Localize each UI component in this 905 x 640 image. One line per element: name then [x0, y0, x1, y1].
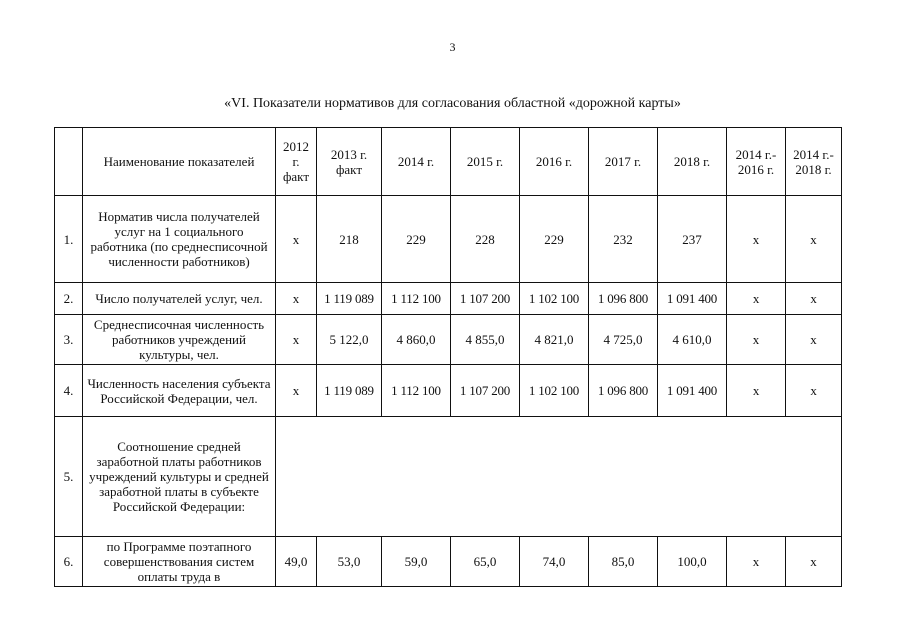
cell-2016: 4 821,0 [520, 315, 589, 365]
cell-2016: 229 [520, 196, 589, 283]
cell-2014: 59,0 [382, 537, 451, 587]
header-2017: 2017 г. [589, 128, 658, 196]
cell-2017: 1 096 800 [589, 365, 658, 417]
cell-2014-2018: х [786, 196, 842, 283]
cell-2014-2016: х [727, 537, 786, 587]
row-number: 4. [55, 365, 83, 417]
cell-2018: 1 091 400 [658, 283, 727, 315]
header-2014: 2014 г. [382, 128, 451, 196]
cell-2017: 1 096 800 [589, 283, 658, 315]
indicator-name: Численность населения субъекта Российской Федерации, чел. [83, 365, 276, 417]
cell-2014-2018: х [786, 283, 842, 315]
table-header-row [55, 128, 842, 196]
header-num [55, 128, 83, 196]
cell-2018: 237 [658, 196, 727, 283]
cell-2014-2016: х [727, 283, 786, 315]
row-number: 2. [55, 283, 83, 315]
cell-2013: 218 [317, 196, 382, 283]
cell-2018: 4 610,0 [658, 315, 727, 365]
header-2014-2016: 2014 г.- 2016 г. [727, 128, 786, 196]
indicators-table [54, 127, 842, 587]
header-2015: 2015 г. [451, 128, 520, 196]
cell-2013: 1 119 089 [317, 365, 382, 417]
cell-2014: 4 860,0 [382, 315, 451, 365]
section-title: «VI. Показатели нормативов для согласования областной «дорожной карты» [224, 96, 681, 111]
row-number: 3. [55, 315, 83, 365]
table-row [55, 283, 842, 315]
cell-2014-2018: х [786, 315, 842, 365]
cell-2013: 5 122,0 [317, 315, 382, 365]
cell-2014-2018: х [786, 537, 842, 587]
header-2016: 2016 г. [520, 128, 589, 196]
cell-2017: 4 725,0 [589, 315, 658, 365]
cell-2014-2018: х [786, 365, 842, 417]
cell-2016: 1 102 100 [520, 283, 589, 315]
cell-2016: 74,0 [520, 537, 589, 587]
header-2013: 2013 г. факт [317, 128, 382, 196]
cell-2013: 53,0 [317, 537, 382, 587]
cell-2015: 228 [451, 196, 520, 283]
cell-2014-2016: х [727, 196, 786, 283]
page-number: 3 [449, 40, 456, 54]
cell-2017: 85,0 [589, 537, 658, 587]
cell-2018: 1 091 400 [658, 365, 727, 417]
cell-2018: 100,0 [658, 537, 727, 587]
cell-2016: 1 102 100 [520, 365, 589, 417]
table-row [55, 196, 842, 283]
cell-2014: 229 [382, 196, 451, 283]
cell-2015: 65,0 [451, 537, 520, 587]
indicator-name: Норматив числа получателей услуг на 1 социального работника (по среднесписочной численности работников) [83, 196, 276, 283]
table-row [55, 417, 842, 537]
cell-2014-2016: х [727, 365, 786, 417]
cell-2014-2016: х [727, 315, 786, 365]
header-2012: 2012 г. факт [276, 128, 317, 196]
table-row [55, 365, 842, 417]
indicator-name: по Программе поэтапного совершенствования систем оплаты труда в [83, 537, 276, 587]
cell-2012: х [276, 283, 317, 315]
cell-2013: 1 119 089 [317, 283, 382, 315]
table-row [55, 537, 842, 587]
row-number: 1. [55, 196, 83, 283]
cell-2015: 4 855,0 [451, 315, 520, 365]
header-2018: 2018 г. [658, 128, 727, 196]
cell-2015: 1 107 200 [451, 365, 520, 417]
indicator-name: Число получателей услуг, чел. [83, 283, 276, 315]
header-name: Наименование показателей [83, 128, 276, 196]
cell-2015: 1 107 200 [451, 283, 520, 315]
table-row [55, 315, 842, 365]
cell-2012: х [276, 365, 317, 417]
header-2014-2018: 2014 г.- 2018 г. [786, 128, 842, 196]
cell-2017: 232 [589, 196, 658, 283]
row-number: 6. [55, 537, 83, 587]
cell-2014: 1 112 100 [382, 365, 451, 417]
cell-2012: 49,0 [276, 537, 317, 587]
indicator-name: Соотношение средней заработной платы работников учреждений культуры и средней заработной платы в субъекте Российской Федерации: [83, 417, 276, 537]
cell-2012: х [276, 196, 317, 283]
merged-empty-cell [276, 417, 842, 537]
cell-2014: 1 112 100 [382, 283, 451, 315]
row-number: 5. [55, 417, 83, 537]
cell-2012: х [276, 315, 317, 365]
indicator-name: Среднесписочная численность работников учреждений культуры, чел. [83, 315, 276, 365]
